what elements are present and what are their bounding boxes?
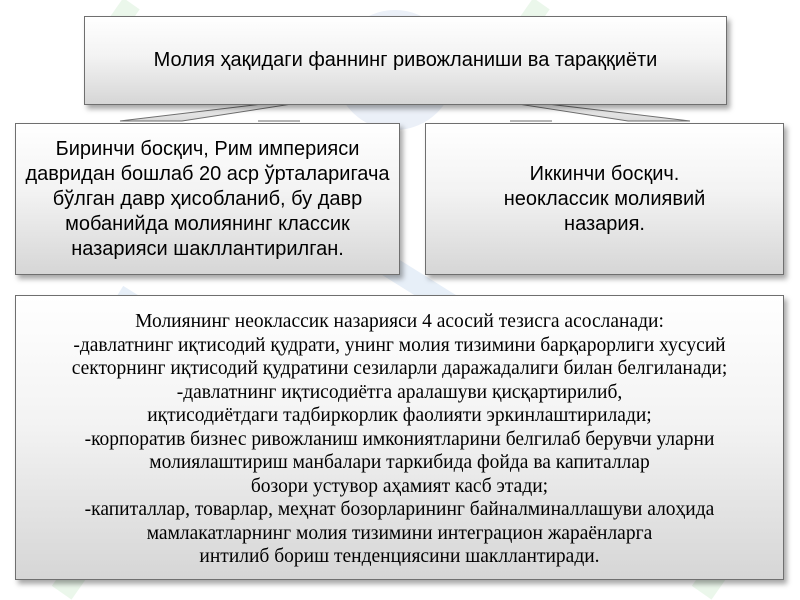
stage-1-line: мобанийда молиянинг классик [65,212,350,235]
stage-1-line: давридан бошлаб 20 аср ўрталаригача [25,162,390,185]
stage-2-line: неоклассик молиявий [503,187,706,210]
theses-text [72,310,728,569]
theses-box [15,295,784,580]
theses-line: -давлатнинг иқтисодиётга аралашуви қисқартирилиб, [176,381,623,403]
theses-line: секторнинг иқтисодий қудратини сезиларли даражадалиги билан белгиланади; [71,358,728,380]
stage-2-text [504,162,706,237]
theses-line: интилиб бориш тенденциясини шакллантиради. [199,546,600,568]
theses-line: мамлакатларнинг молия тизимини интеграцион жараёнларга [146,522,653,544]
stage-2-line: назария. [564,212,645,235]
stage-1-line: бўлган давр ҳисобланиб, бу давр [52,187,363,210]
theses-line: -капиталлар, товарлар, меҳнат бозорларининг байналминаллашуви алоҳида [84,499,715,521]
stage-1-box [15,123,400,275]
stage-2-line: Иккинчи босқич. [529,162,680,185]
theses-line: молиялаштириш манбалари таркибида фойда ва капиталлар [149,452,650,474]
stage-1-line: назарияси шакллантирилган. [71,237,344,260]
stage-1-line: Биринчи босқич, Рим империяси [55,137,360,160]
diagram-title: Молия ҳақидаги фаннинг ривожланиши ва тараққиёти [153,49,658,71]
stage-1-text [25,137,389,262]
theses-line: Молиянинг неоклассик назарияси 4 асосий тезисга асосланади: [135,311,664,333]
stage-2-box [425,123,784,275]
theses-line: -давлатнинг иқтисодий қудрати, унинг молия тизимини барқарорлиги хусусий [73,334,726,356]
theses-line: иқтисодиётдаги тадбиркорлик фаолияти эркинлаштирилади; [147,405,652,427]
theses-line: бозори устувор аҳамият касб этади; [250,475,549,497]
title-box [84,16,727,105]
theses-line: -корпоратив бизнес ривожланиш имкониятларини белгилаб берувчи уларни [84,428,715,450]
